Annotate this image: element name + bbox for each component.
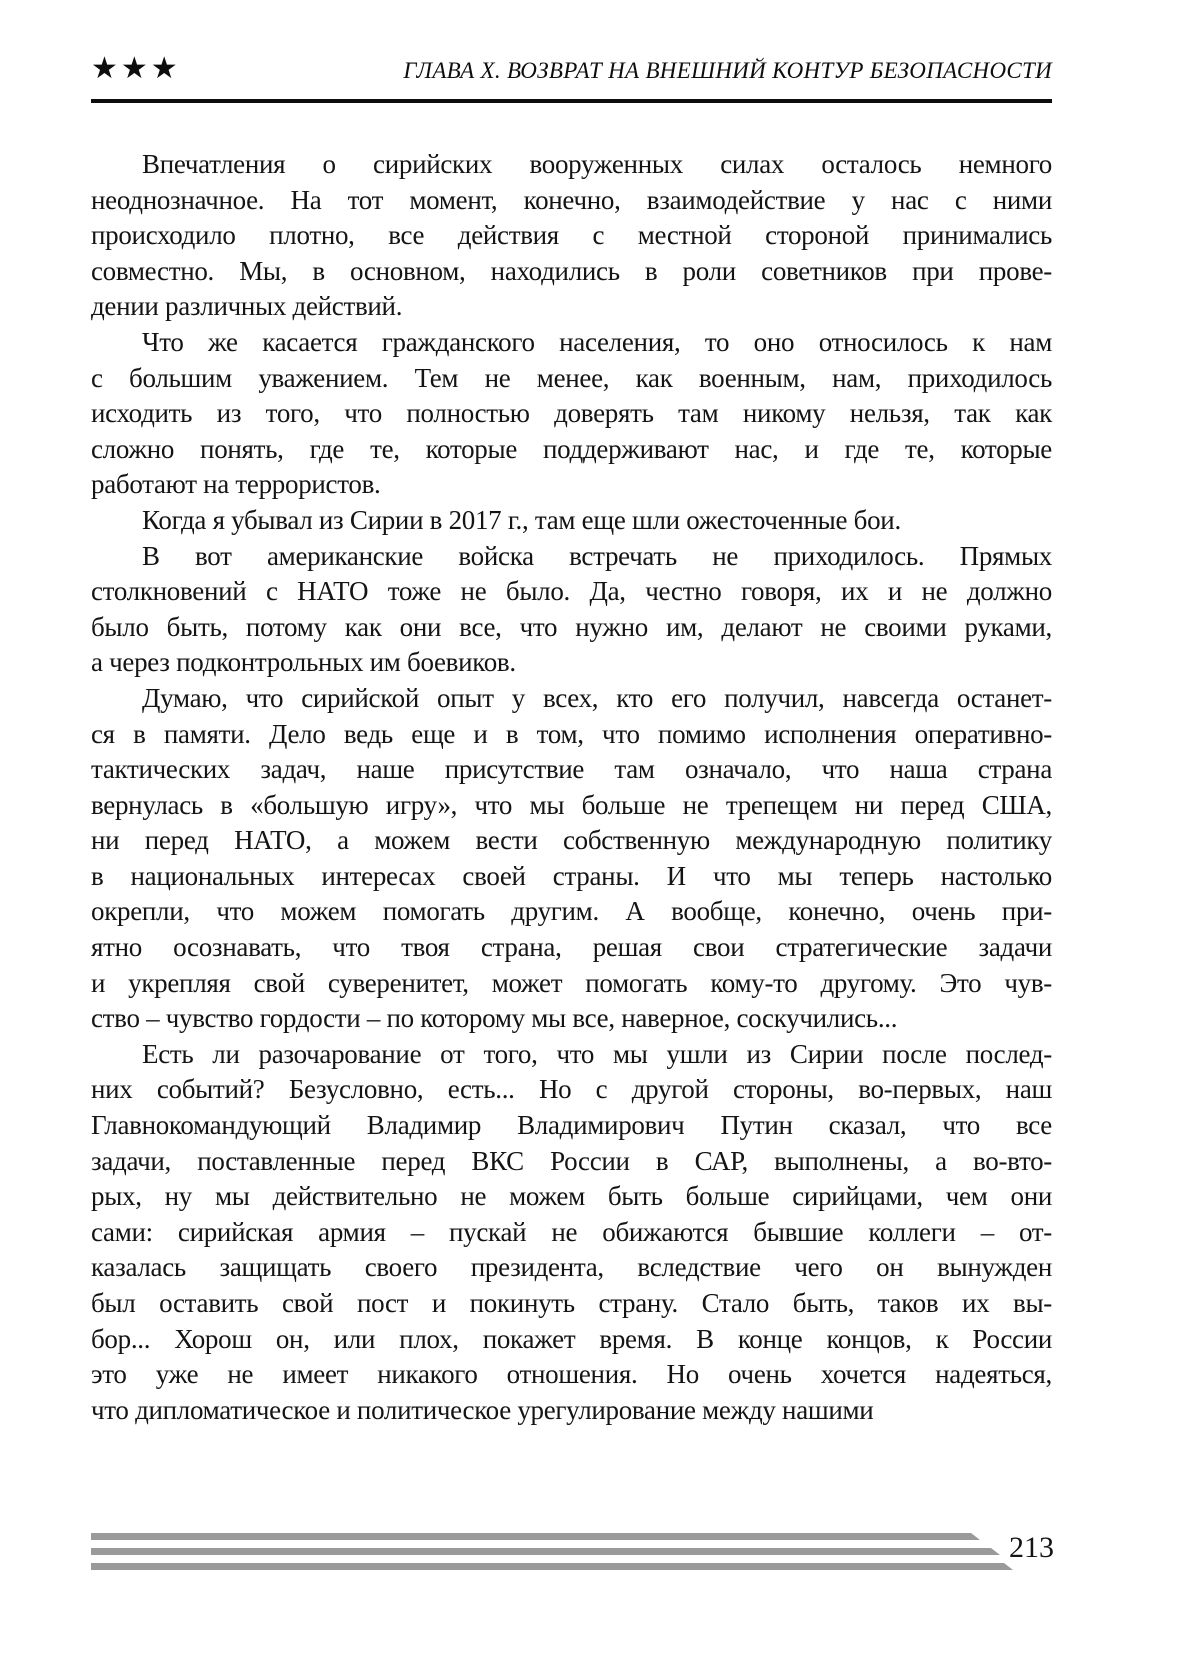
text-line: сами: сирийская армия – пускай не обижаются бывшие коллеги – от- bbox=[91, 1216, 1052, 1247]
text-line: Думаю, что сирийской опыт у всех, кто его получил, навсегда останет- bbox=[142, 682, 1052, 713]
text-line: бор... Хорош он, или плох, покажет время. В конце концов, к России bbox=[91, 1323, 1052, 1354]
footer-stripe bbox=[91, 1563, 1013, 1570]
text-line: а через подконтрольных им боевиков. bbox=[91, 647, 516, 678]
text-line: дении различных действий. bbox=[91, 291, 403, 322]
body-text bbox=[91, 147, 1052, 1428]
header-rule bbox=[91, 99, 1052, 103]
text-line: сложно понять, где те, которые поддерживают нас, и где те, которые bbox=[91, 433, 1052, 464]
text-line: ся в памяти. Дело ведь еще и в том, что помимо исполнения оперативно- bbox=[91, 718, 1052, 749]
text-line: В вот американские войска встречать не приходилось. Прямых bbox=[142, 540, 1052, 571]
three-stars-icon: ★★★ bbox=[91, 52, 181, 85]
text-line: с большим уважением. Тем не менее, как военным, нам, приходилось bbox=[91, 362, 1052, 393]
text-line: исходить из того, что полностью доверять там никому нельзя, так как bbox=[91, 398, 1052, 429]
text-line: Когда я убывал из Сирии в 2017 г., там еще шли ожесточенные бои. bbox=[142, 504, 901, 535]
text-line: тактических задач, наше присутствие там означало, что наша страна bbox=[91, 754, 1052, 785]
page-number: 213 bbox=[1009, 1531, 1054, 1564]
footer-stripe bbox=[91, 1548, 1000, 1555]
text-line: рых, ну мы действительно не можем быть больше сирийцами, чем они bbox=[91, 1181, 1052, 1212]
text-line: совместно. Мы, в основном, находились в роли советников при прове- bbox=[91, 255, 1052, 286]
text-line: это уже не имеет никакого отношения. Но очень хочется надеяться, bbox=[91, 1359, 1052, 1390]
text-line: неоднозначное. На тот момент, конечно, взаимодействие у нас с ними bbox=[91, 184, 1052, 215]
text-line: Главнокомандующий Владимир Владимирович Путин сказал, что все bbox=[91, 1110, 1052, 1141]
text-line: Что же касается гражданского населения, то оно относилось к нам bbox=[142, 326, 1052, 357]
text-line: в национальных интересах своей страны. И что мы теперь настолько bbox=[91, 860, 1052, 891]
text-line: столкновений с НАТО тоже не было. Да, честно говоря, их и не должно bbox=[91, 576, 1052, 607]
text-line: был оставить свой пост и покинуть страну. Стало быть, таков их вы- bbox=[91, 1288, 1052, 1318]
text-line: вернулась в «большую игру», что мы больше не трепещем ни перед США, bbox=[91, 789, 1052, 820]
text-line: и укрепляя свой суверенитет, может помогать кому-то другому. Это чув- bbox=[91, 967, 1052, 998]
text-line: ни перед НАТО, а можем вести собственную международную политику bbox=[91, 825, 1052, 856]
text-line: ятно осознавать, что твоя страна, решая свои стратегические задачи bbox=[91, 932, 1052, 963]
text-line: казалась защищать своего президента, вследствие чего он вынужден bbox=[91, 1252, 1052, 1283]
text-line: работают на террористов. bbox=[91, 469, 381, 500]
text-line: что дипломатическое и политическое урегулирование между нашими bbox=[91, 1394, 874, 1425]
text-line: Впечатления о сирийских вооруженных силах осталось немного bbox=[142, 149, 1052, 179]
text-line: происходило плотно, все действия с местной стороной принимались bbox=[91, 220, 1052, 251]
text-line: задачи, поставленные перед ВКС России в САР, выполнены, а во-вто- bbox=[91, 1145, 1052, 1176]
text-line: них событий? Безусловно, есть... Но с другой стороны, во-первых, наш bbox=[91, 1074, 1052, 1105]
text-line: было быть, потому как они все, что нужно им, делают не своими руками, bbox=[91, 611, 1052, 642]
running-head bbox=[91, 52, 1052, 86]
text-line: ство – чувство гордости – по которому мы все, наверное, соскучились... bbox=[91, 1003, 898, 1034]
text-line: Есть ли разочарование от того, что мы ушли из Сирии после послед- bbox=[142, 1038, 1052, 1069]
chapter-title: ГЛАВА X. ВОЗВРАТ НА ВНЕШНИЙ КОНТУР БЕЗОПАСНОСТИ bbox=[403, 58, 1052, 83]
text-line: окрепли, что можем помогать другим. А вообще, конечно, очень при- bbox=[91, 896, 1052, 927]
footer-stripe bbox=[91, 1533, 980, 1540]
